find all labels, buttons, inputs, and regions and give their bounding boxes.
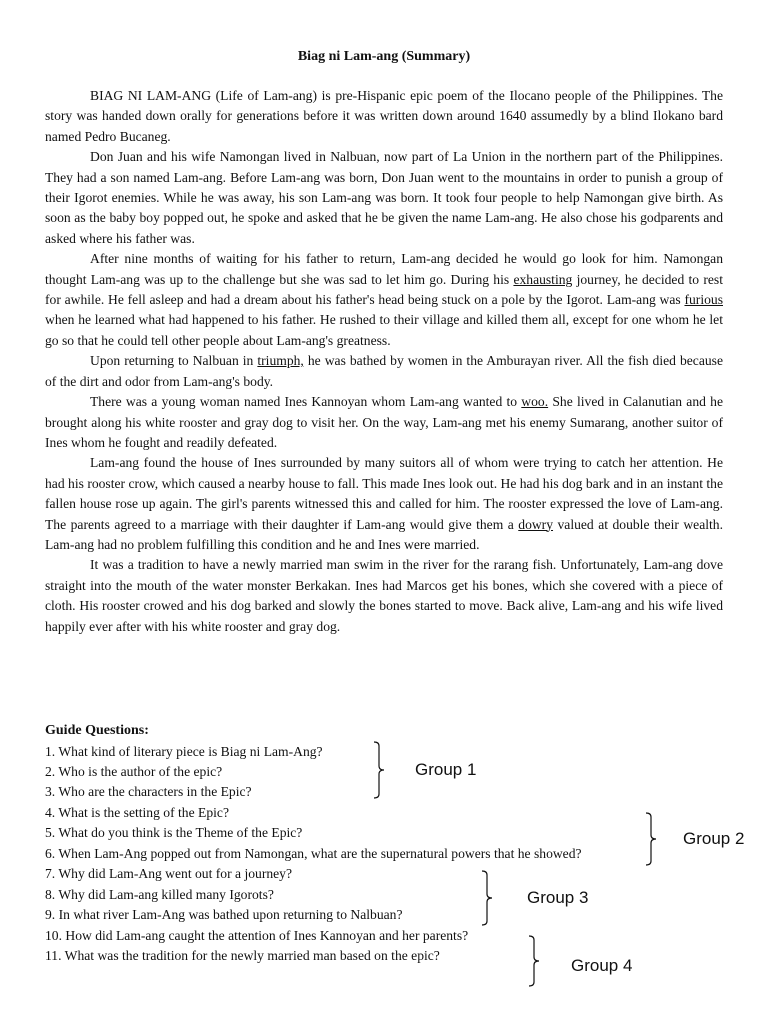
question-item: 10. How did Lam-ang caught the attention of Ines Kannoyan and her parents? xyxy=(45,928,469,943)
text-run: There was a young woman named Ines Kannoyan whom Lam-ang wanted to xyxy=(90,394,522,410)
question-item: 2. Who is the author of the epic? xyxy=(45,764,223,779)
paragraph-journey xyxy=(45,249,723,351)
underlined-word: exhausting xyxy=(513,271,573,287)
text-run: valued at double their wealth. Lam-ang had no problem fulfilling this condition and he and Ines were married. xyxy=(45,516,723,552)
text-run: After nine months of waiting for his father to return, Lam-ang decided he would go look for him. Namongan thought Lam-ang was up to the challenge but she was sad to let him go. During his xyxy=(45,251,723,287)
question-item: 7. Why did Lam-Ang went out for a journey? xyxy=(45,866,293,881)
question-item: 1. What kind of literary piece is Biag ni Lam-Ang? xyxy=(45,744,323,759)
text-run: when he learned what had happened to his father. He rushed to their village and killed them all, except for one whom he let go so that he could tell other people about Lam-ang's greatness. xyxy=(45,312,723,348)
group-2-label: Group 2 xyxy=(683,829,745,848)
group-3-label: Group 3 xyxy=(527,888,589,907)
underlined-word: triumph, xyxy=(257,353,304,369)
underlined-word: woo. xyxy=(521,394,549,410)
paragraph-birth: Don Juan and his wife Namongan lived in Nalbuan, now part of La Union in the northern part of the Philippines. They had a son named Lam-ang. Before Lam-ang was born, Don Juan went to the mountains in order to punish a group of their Igorot enemies. While he was away, his son Lam-ang was born. It took four people to help Namongan give birth. As soon as the baby boy popped out, he spoke and asked that he be given the name Lam-ang. He also chose his godparents and asked where his father was. xyxy=(45,149,723,246)
paragraph-ines xyxy=(45,392,723,453)
question-item: 11. What was the tradition for the newly married man based on the epic? xyxy=(45,948,440,963)
group-4-label: Group 4 xyxy=(571,956,633,975)
question-item: 4. What is the setting of the Epic? xyxy=(45,805,229,820)
underlined-word: dowry xyxy=(518,516,554,532)
text-run: Lam-ang found the house of Ines surrounded by many suitors all of whom were trying to catch her attention. He had his rooster crow, which caused a nearby house to fall. This made Ines look out. He had his dog bark and in an instant the fallen house rose up again. The girl's parents witnessed this and called for him. The rooster expressed the love of Lam-ang. The parents agreed to a marriage with their daughter if Lam-ang would give them a xyxy=(45,455,723,532)
text-run: journey, he decided to rest for awhile. He fell asleep and had a dream about his father's head being stuck on a pole by the Igorot. Lam-ang was xyxy=(45,271,723,308)
underlined-word: furious xyxy=(684,292,723,308)
question-item: 6. When Lam-Ang popped out from Namongan, what are the supernatural powers that he showed? xyxy=(45,846,582,861)
text-run: he was bathed by women in the Amburayan river. All the fish died because of the dirt and odor from Lam-ang's body. xyxy=(45,353,723,389)
question-item: 8. Why did Lam-ang killed many Igorots? xyxy=(45,887,274,902)
group-1-bracket xyxy=(372,740,386,800)
summary-body xyxy=(45,86,723,637)
guide-questions-heading: Guide Questions: xyxy=(45,723,149,738)
group-3-bracket xyxy=(480,869,494,927)
question-item: 9. In what river Lam-Ang was bathed upon returning to Nalbuan? xyxy=(45,907,403,922)
text-run: Upon returning to Nalbuan in xyxy=(90,353,258,369)
question-item: 5. What do you think is the Theme of the Epic? xyxy=(45,825,303,840)
group-2-bracket xyxy=(644,811,658,867)
paragraph-ending: It was a tradition to have a newly married man swim in the river for the rarang fish. Unfortunately, Lam-ang dove straight into the mouth of the water monster Berkakan. Ines had Marcos get his bones, which she covered with a piece of cloth. His rooster crowed and his dog barked and slowly the bones started to move. Back alive, Lam-ang and his wife lived happily ever after with his white rooster and gray dog. xyxy=(45,557,723,634)
text-run: She lived in Calanutian and he brought along his white rooster and gray dog to visit her. On the way, Lam-ang met his enemy Sumarang, another suitor of Ines whom he fought and readily defeated. xyxy=(45,394,723,450)
paragraph-return xyxy=(45,351,723,392)
paragraph-courtship xyxy=(45,453,723,555)
paragraph-intro: BIAG NI LAM-ANG (Life of Lam-ang) is pre-Hispanic epic poem of the Ilocano people of the Philippines. The story was handed down orally for generations before it was written down around 1640 assumedly by a blind Ilokano bard named Pedro Bucaneg. xyxy=(45,88,723,144)
group-1-label: Group 1 xyxy=(415,760,477,779)
group-4-bracket xyxy=(527,934,541,988)
question-item: 3. Who are the characters in the Epic? xyxy=(45,784,252,799)
document-title: Biag ni Lam-ang (Summary) xyxy=(297,49,471,64)
